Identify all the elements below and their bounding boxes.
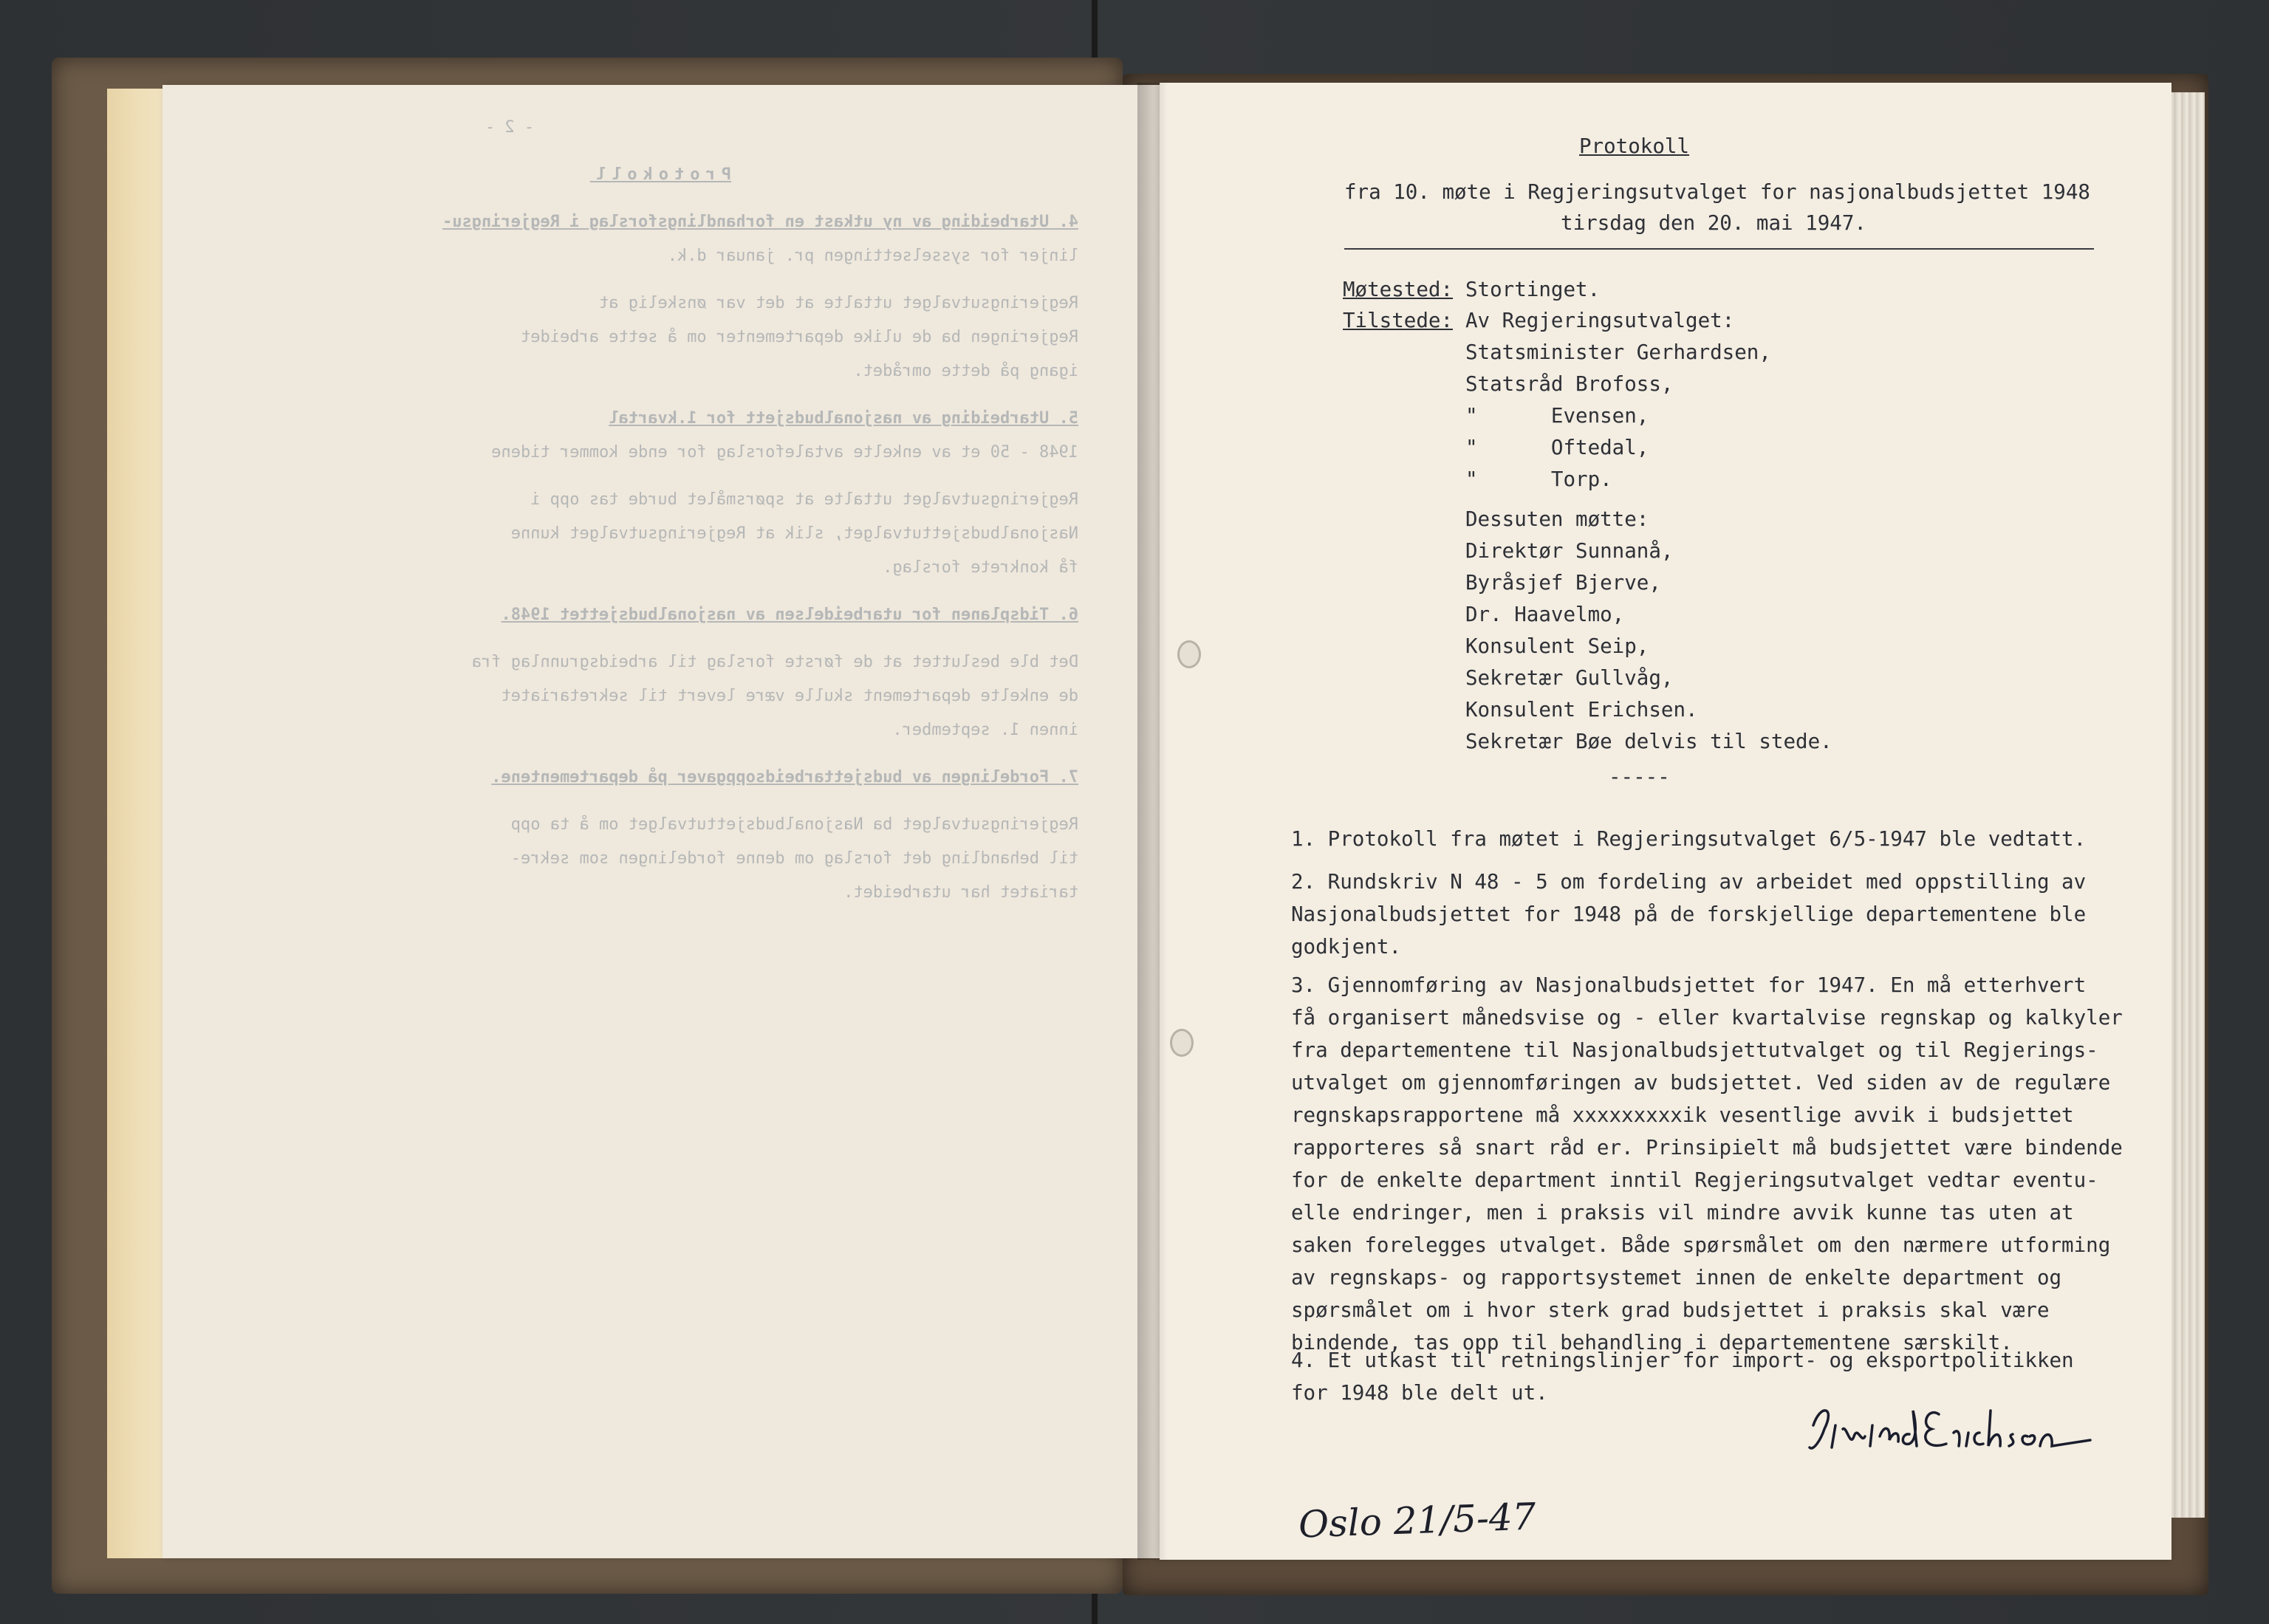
attendee: " Torp. xyxy=(1465,467,1612,491)
meeting-place-label: Møtested: xyxy=(1343,278,1454,301)
item-line: få organisert månedsvise og - eller kvartalvise regnskap og kalkyler xyxy=(1291,1006,2123,1029)
attendee: Av Regjeringsutvalget: xyxy=(1465,309,1735,332)
agenda-item-2 xyxy=(1291,866,2118,963)
item-line: spørsmålet om i hvor sterk grad budsjettet i praksis skal være xyxy=(1291,1298,2050,1322)
ghost-line: igang på dette området. xyxy=(853,362,1078,380)
document-subtitle-2: tirsdag den 20. mai 1947. xyxy=(1561,211,1866,235)
item-line: for 1948 ble delt ut. xyxy=(1291,1381,1548,1405)
attendee: Sekretær Gullvåg, xyxy=(1465,666,1674,690)
ghost-line: Regjeringsutvalget ba Nasjonalbudsjettutvalget om å ta opp xyxy=(510,815,1078,834)
item-line: elle endringer, men i praksis vil mindre avvik kunne tas uten at xyxy=(1291,1201,2074,1224)
ghost-paragraph xyxy=(222,761,1078,795)
item-line: Nasjonalbudsjettet for 1948 på de forskjellige departementene ble xyxy=(1291,902,2087,926)
attendee: Direktør Sunnanå, xyxy=(1465,539,1674,563)
attendee: Dr. Haavelmo, xyxy=(1465,603,1625,626)
separator: ----- xyxy=(1609,765,1670,789)
ghost-line: Det ble besluttet at de første forslag til arbeidsgrunnlag fra xyxy=(471,653,1078,671)
ghost-line: linjer for sysselsettingen pr. januar d.k. xyxy=(667,247,1078,265)
attendee: Dessuten møtte: xyxy=(1465,507,1649,531)
ghost-paragraph xyxy=(222,205,1078,273)
ghost-page-number: - 2 - xyxy=(485,118,535,137)
ghost-line: de enkelte departement skulle være levert til sekretariatet xyxy=(501,687,1078,705)
item-line: saken forelegges utvalget. Både spørsmålet om den nærmere utforming xyxy=(1291,1233,2111,1257)
item-line: utvalget om gjennomføringen av budsjettet. Ved siden av de regulære xyxy=(1291,1071,2111,1094)
present-label: Tilstede: xyxy=(1343,309,1454,332)
ghost-line: Regjeringsutvalget uttalte at spørsmålet burde tas opp i xyxy=(530,490,1078,509)
meeting-place-value: Stortinget. xyxy=(1465,278,1601,301)
item-line: regnskapsrapportene må xxxxxxxxxik vesentlige avvik i budsjettet xyxy=(1291,1103,2074,1127)
ghost-paragraph xyxy=(222,598,1078,632)
header-rule xyxy=(1344,248,2094,250)
item-line: fra departementene til Nasjonalbudsjettutvalget og til Regjerings- xyxy=(1291,1038,2098,1062)
document-subtitle-1: fra 10. møte i Regjeringsutvalget for nasjonalbudsjettet 1948 xyxy=(1344,180,2090,204)
ghost-line: få konkrete forslag. xyxy=(883,558,1078,577)
signature xyxy=(1802,1396,2098,1462)
item-line: av regnskaps- og rapportsystemet innen de enkelte department og xyxy=(1291,1266,2062,1289)
attendee: " Evensen, xyxy=(1465,404,1649,428)
item-line: rapporteres så snart råd er. Prinsipielt må budsjettet være bindende xyxy=(1291,1136,2123,1159)
bleed-through-text xyxy=(222,111,1078,1514)
attendee: Statsråd Brofoss, xyxy=(1465,372,1674,396)
item-line: 1. Protokoll fra møtet i Regjeringsutvalget 6/5-1947 ble vedtatt. xyxy=(1291,827,2087,851)
ghost-line: 7. Fordelingen av budsjettarbeidsoppgaver på departementene. xyxy=(491,768,1078,787)
ghost-paragraph xyxy=(222,402,1078,470)
ghost-paragraph xyxy=(222,645,1078,747)
ghost-line: innen 1. september. xyxy=(892,721,1078,739)
handwritten-date: Oslo 21/5-47 xyxy=(1298,1495,1537,1546)
item-line: bindende, tas opp til behandling i departementene særskilt. xyxy=(1291,1331,2013,1354)
ghost-paragraph xyxy=(222,483,1078,585)
ghost-line: Regjeringen ba de ulike departementer om å sette arbeidet xyxy=(521,328,1078,346)
attendee: Konsulent Erichsen. xyxy=(1465,698,1698,722)
attendee: Konsulent Seip, xyxy=(1465,634,1649,658)
ghost-line: Nasjonalbudsjettutvalget, slik at Regjeringsutvalget kunne xyxy=(510,524,1078,543)
attendee: Byråsjef Bjerve, xyxy=(1465,571,1661,595)
agenda-item-1 xyxy=(1291,823,2118,855)
item-line: for de enkelte department inntil Regjeringsutvalget vedtar eventu- xyxy=(1291,1168,2098,1192)
item-line: 3. Gjennomføring av Nasjonalbudsjettet for 1947. En må etterhvert xyxy=(1291,973,2087,997)
ghost-line: 6. Tidsplanen for utarbeidelsen av nasjonalbudsjettet 1948. xyxy=(501,606,1078,624)
ghost-line: 5. Utarbeiding av nasjonalbudsjett for 1.kvartal xyxy=(609,409,1078,428)
ghost-line: til behandling det forslag om denne fordelingen som sekre- xyxy=(510,849,1078,868)
item-line: godkjent. xyxy=(1291,935,1402,959)
item-line: 4. Et utkast til retningslinjer for import- og eksportpolitikken xyxy=(1291,1349,2074,1372)
attendee: Sekretær Bøe delvis til stede. xyxy=(1465,730,1832,753)
document-title: Protokoll xyxy=(1579,134,1690,158)
ghost-line: 1948 - 50 et av enkelte avtaleforslag for ende kommer tidene xyxy=(491,443,1078,462)
punch-hole-bottom xyxy=(1170,1029,1194,1057)
ghost-line: Regjeringsutvalget uttalte at det var ønskelig at xyxy=(598,294,1078,312)
attendee: Statsminister Gerhardsen, xyxy=(1465,340,1771,364)
punch-hole-top xyxy=(1177,640,1201,668)
item-line: 2. Rundskriv N 48 - 5 om fordeling av arbeidet med oppstilling av xyxy=(1291,870,2087,894)
ghost-paragraph xyxy=(222,287,1078,388)
binding-shadow xyxy=(1137,83,1167,1560)
agenda-item-3 xyxy=(1291,969,2123,1359)
attendee: " Oftedal, xyxy=(1465,436,1649,459)
ghost-paragraph xyxy=(222,808,1078,910)
ghost-line: tariatet har utarbeidet. xyxy=(843,883,1078,902)
ghost-heading: Protokoll xyxy=(589,165,731,184)
ghost-line: 4. Utarbeiding av ny utkast en forhandlingsforslag i Regjeringsu- xyxy=(442,213,1078,231)
